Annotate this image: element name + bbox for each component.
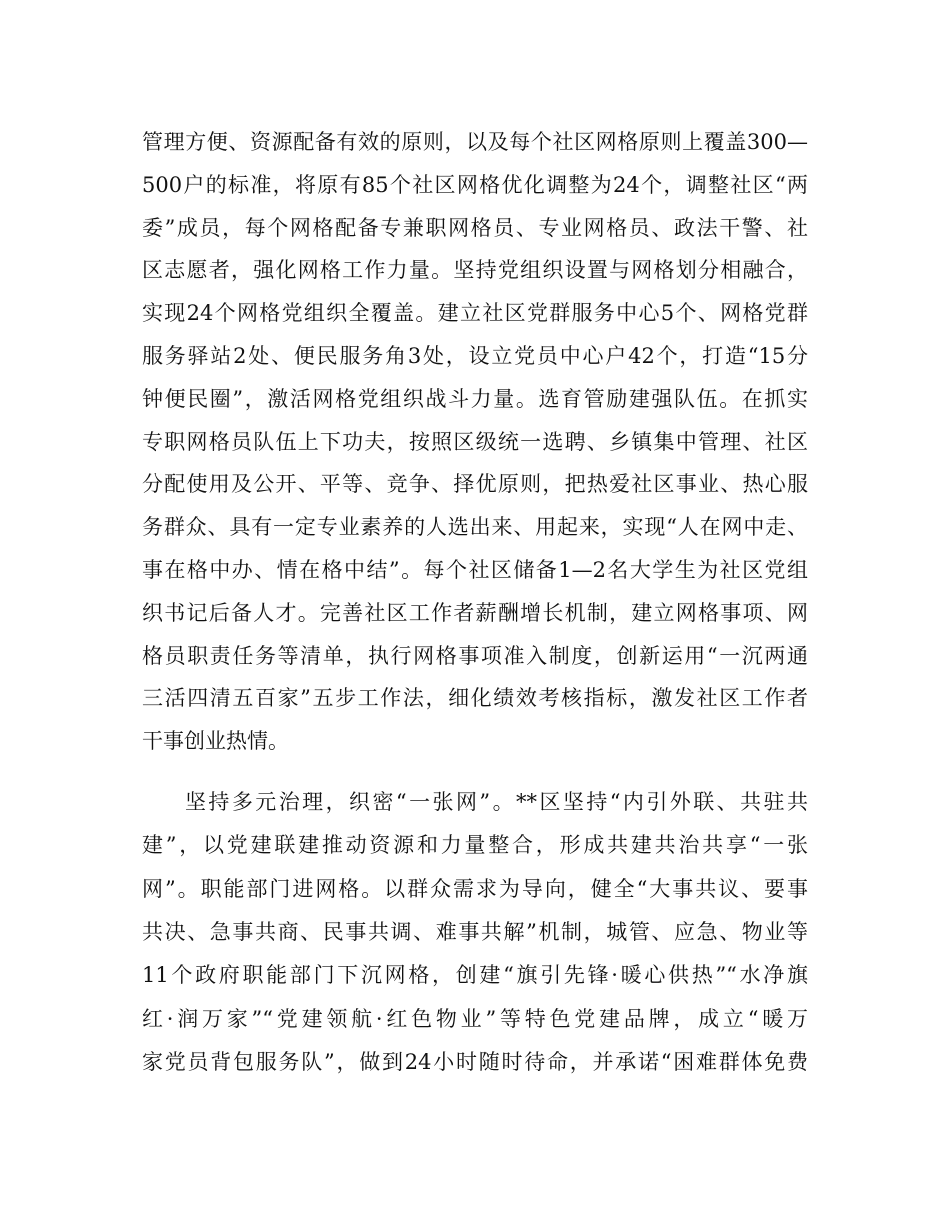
text-line: 事在格中办、情在格中结”。每个社区储备1—2名大学生为社区党组 — [142, 558, 808, 582]
text-line: 实现24个网格党组织全覆盖。建立社区党群服务中心5个、网格党群 — [142, 301, 808, 325]
text-line: 坚持多元治理，织密“一张网”。**区坚持“内引外联、共驻共 — [185, 790, 808, 814]
text-line: 分配使用及公开、平等、竞争、择优原则，把热爱社区事业、热心服 — [142, 472, 808, 496]
text-line: 建”，以党建联建推动资源和力量整合，形成共建共治共享“一张 — [142, 833, 808, 857]
text-line: 网”。职能部门进网格。以群众需求为导向，健全“大事共议、要事 — [142, 877, 808, 901]
text-line: 格员职责任务等清单，执行网格事项准入制度，创新运用“一沉两通 — [142, 644, 808, 668]
text-line: 三活四清五百家”五步工作法，细化绩效考核指标，激发社区工作者 — [142, 686, 808, 710]
text-line: 家党员背包服务队”，做到24小时随时待命，并承诺“困难群体免费 — [142, 1050, 808, 1074]
text-line: 专职网格员队伍上下功夫，按照区级统一选聘、乡镇集中管理、社区 — [142, 430, 808, 454]
text-line: 11个政府职能部门下沉网格，创建“旗引先锋·暖心供热”“水净旗 — [142, 963, 808, 987]
text-line: 钟便民圈”，激活网格党组织战斗力量。选育管励建强队伍。在抓实 — [142, 387, 808, 411]
text-line: 委”成员，每个网格配备专兼职网格员、专业网格员、政法干警、社 — [142, 216, 808, 240]
text-line: 织书记后备人才。完善社区工作者薪酬增长机制，建立网格事项、网 — [142, 601, 808, 625]
text-line: 管理方便、资源配备有效的原则，以及每个社区网格原则上覆盖300— — [142, 130, 808, 154]
text-line: 服务驿站2处、便民服务角3处，设立党员中心户42个，打造“15分 — [142, 344, 808, 368]
text-line: 区志愿者，强化网格工作力量。坚持党组织设置与网格划分相融合， — [142, 258, 808, 282]
text-line: 500户的标准，将原有85个社区网格优化调整为24个，调整社区“两 — [142, 173, 808, 197]
text-line: 务群众、具有一定专业素养的人选出来、用起来，实现“人在网中走、 — [142, 515, 808, 539]
text-line: 共决、急事共商、民事共调、难事共解”机制，城管、应急、物业等 — [142, 920, 808, 944]
text-line: 干事创业热情。 — [142, 729, 289, 753]
text-line: 红·润万家”“党建领航·红色物业”等特色党建品牌，成立“暖万 — [142, 1007, 808, 1031]
